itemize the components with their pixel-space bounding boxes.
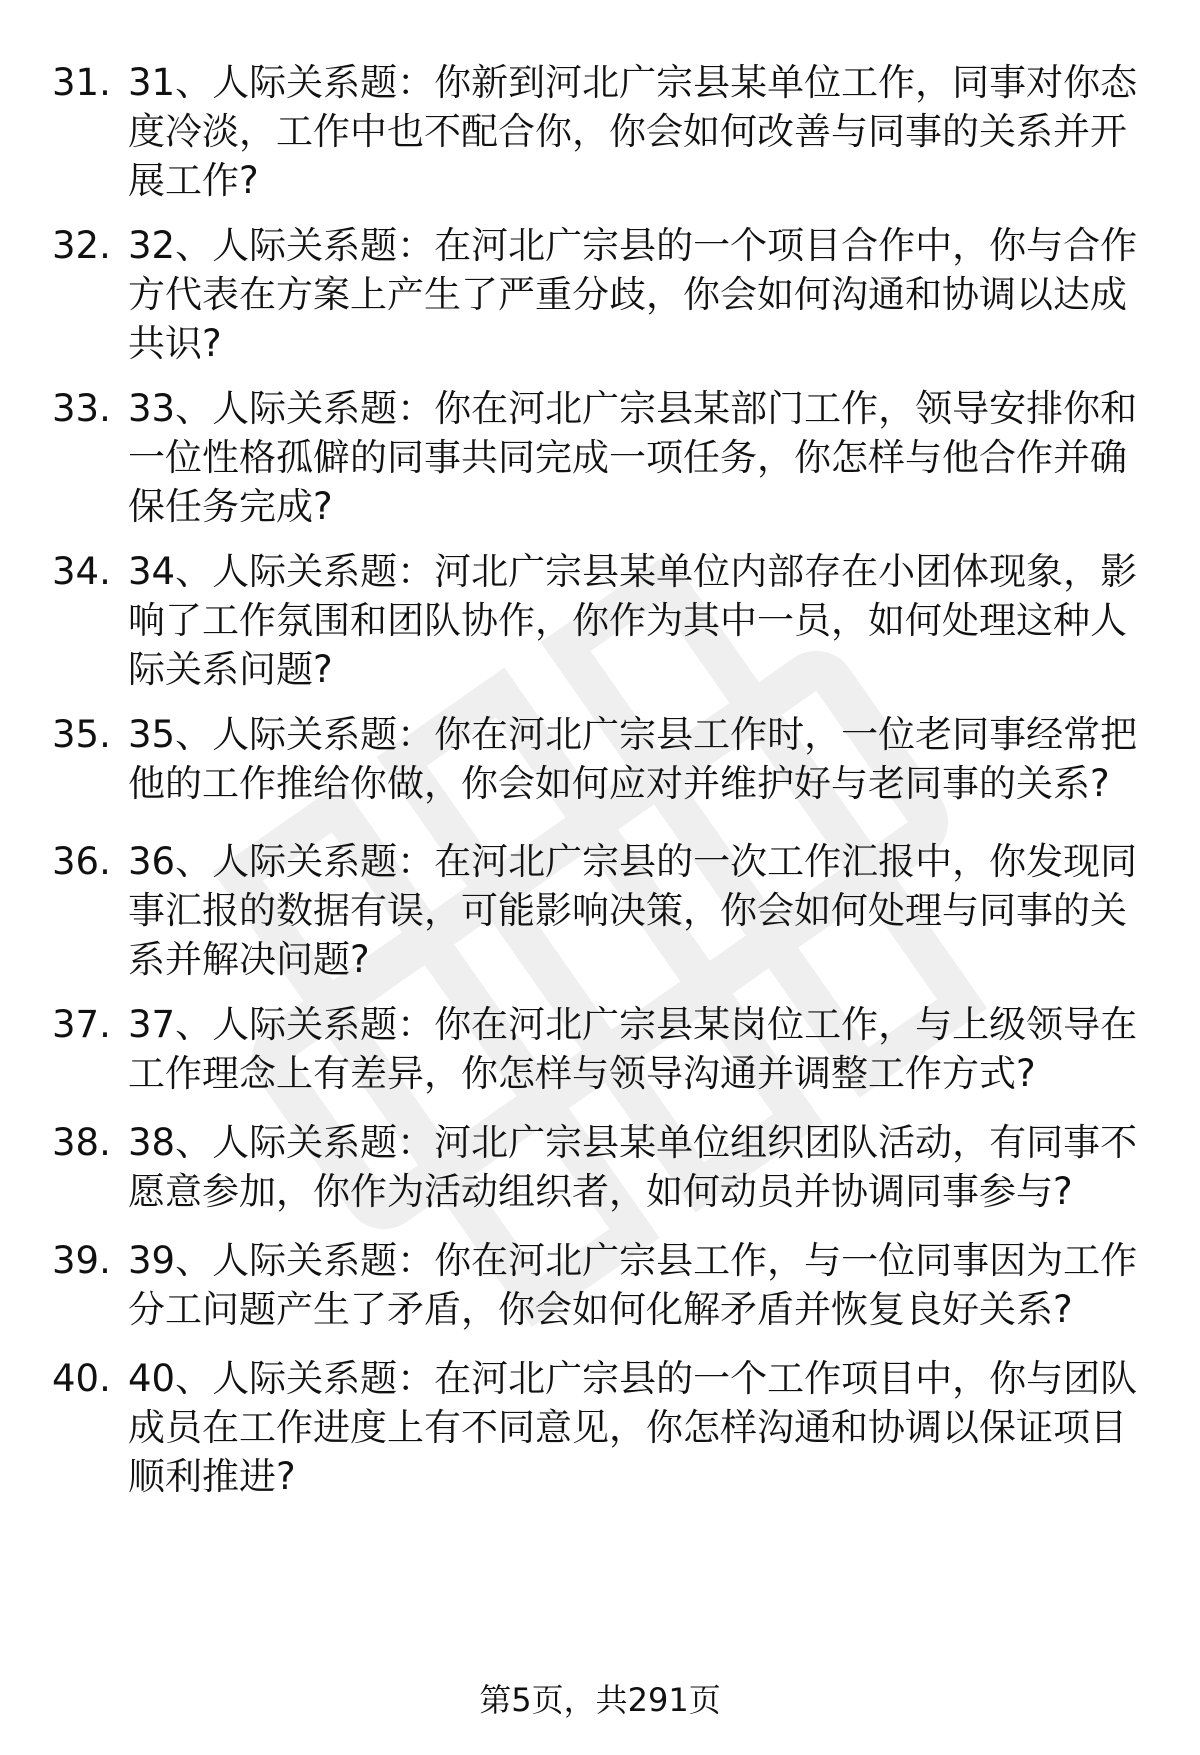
question-item-39 bbox=[52, 1236, 1152, 1354]
question-list bbox=[52, 58, 1152, 1517]
question-item-40 bbox=[52, 1354, 1152, 1517]
question-text: 38、人际关系题：河北广宗县某单位组织团队活动，有同事不愿意参加，你作为活动组织者，如何动员并协调同事参与? bbox=[128, 1121, 1138, 1213]
question-number: 32. bbox=[52, 224, 111, 267]
question-text: 39、人际关系题：你在河北广宗县工作，与一位同事因为工作分工问题产生了矛盾，你会如何化解矛盾并恢复良好关系? bbox=[128, 1239, 1138, 1331]
question-text: 32、人际关系题：在河北广宗县的一个项目合作中，你与合作方代表在方案上产生了严重分歧，你会如何沟通和协调以达成共识? bbox=[128, 224, 1138, 365]
question-number: 38. bbox=[52, 1121, 111, 1164]
question-item-36 bbox=[52, 837, 1152, 1000]
question-text: 31、人际关系题：你新到河北广宗县某单位工作，同事对你态度冷淡，工作中也不配合你，你会如何改善与同事的关系并开展工作? bbox=[128, 61, 1138, 202]
question-item-38 bbox=[52, 1118, 1152, 1236]
question-text: 35、人际关系题：你在河北广宗县工作时，一位老同事经常把他的工作推给你做，你会如何应对并维护好与老同事的关系? bbox=[128, 713, 1138, 805]
question-number: 37. bbox=[52, 1003, 111, 1046]
question-number: 33. bbox=[52, 387, 111, 430]
question-item-37 bbox=[52, 1000, 1152, 1118]
question-number: 35. bbox=[52, 713, 111, 756]
question-number: 40. bbox=[52, 1357, 111, 1400]
question-text: 40、人际关系题：在河北广宗县的一个工作项目中，你与团队成员在工作进度上有不同意见，你怎样沟通和协调以保证项目顺利推进? bbox=[128, 1357, 1138, 1498]
question-text: 36、人际关系题：在河北广宗县的一次工作汇报中，你发现同事汇报的数据有误，可能影响决策，你会如何处理与同事的关系并解决问题? bbox=[128, 840, 1138, 981]
question-number: 34. bbox=[52, 550, 111, 593]
question-item-31 bbox=[52, 58, 1152, 221]
question-item-32 bbox=[52, 221, 1152, 384]
page-number-footer: 第5页，共291页 bbox=[479, 1681, 721, 1719]
question-item-34 bbox=[52, 547, 1152, 710]
question-item-35 bbox=[52, 710, 1152, 837]
question-text: 37、人际关系题：你在河北广宗县某岗位工作，与上级领导在工作理念上有差异，你怎样与领导沟通并调整工作方式? bbox=[128, 1003, 1138, 1095]
question-number: 31. bbox=[52, 61, 111, 104]
question-text: 34、人际关系题：河北广宗县某单位内部存在小团体现象，影响了工作氛围和团队协作，你作为其中一员，如何处理这种人际关系问题? bbox=[128, 550, 1138, 691]
question-item-33 bbox=[52, 384, 1152, 547]
question-number: 36. bbox=[52, 840, 111, 883]
question-number: 39. bbox=[52, 1239, 111, 1282]
question-text: 33、人际关系题：你在河北广宗县某部门工作，领导安排你和一位性格孤僻的同事共同完成一项任务，你怎样与他合作并确保任务完成? bbox=[128, 387, 1138, 528]
